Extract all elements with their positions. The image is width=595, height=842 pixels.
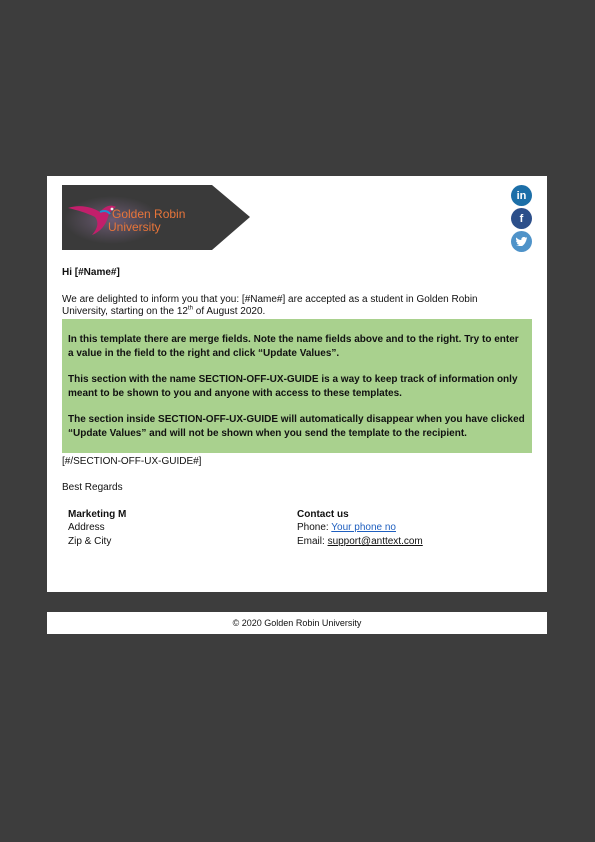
- closing-regards: Best Regards: [62, 482, 123, 493]
- email-card: [47, 176, 547, 592]
- phone-link[interactable]: Your phone no: [331, 522, 396, 533]
- greeting: Hi [#Name#]: [62, 267, 120, 278]
- signature-address: Address: [68, 522, 105, 533]
- signature-name: Marketing M: [68, 509, 127, 520]
- intro-paragraph: [62, 294, 512, 318]
- university-logo: [62, 185, 250, 250]
- footer-card: [47, 612, 547, 634]
- email-label: Email:: [297, 536, 328, 547]
- logo-text-line2: University: [108, 220, 161, 234]
- footer-copyright: © 2020 Golden Robin University: [232, 618, 362, 628]
- phone-label: Phone:: [297, 522, 332, 533]
- facebook-icon[interactable]: [511, 208, 532, 229]
- contact-heading: Contact us: [297, 509, 349, 520]
- contact-phone: [297, 522, 396, 534]
- ux-guide-section: [62, 319, 532, 453]
- logo-text-line1: Golden Robin: [112, 207, 186, 221]
- twitter-bird-icon: [516, 237, 527, 246]
- signature-zip-city: Zip & City: [68, 536, 112, 547]
- intro-text-end: of August 2020.: [193, 306, 266, 317]
- email-link[interactable]: support@anttext.com: [327, 536, 423, 547]
- linkedin-icon-glyph: in: [516, 189, 527, 202]
- guide-paragraph-2: This section with the name SECTION-OFF-UX-GUIDE is a way to keep track of information only meant to be shown to you and anyone with access to these templates.: [68, 374, 518, 399]
- twitter-icon[interactable]: [511, 231, 532, 252]
- linkedin-icon[interactable]: [511, 185, 532, 206]
- intro-ordinal-suffix: th: [188, 305, 194, 312]
- contact-email: [297, 536, 423, 548]
- intro-text: We are delighted to inform you that you: [#Name#] are accepted as a student in Golden Robin University, starting on the 12: [62, 294, 478, 317]
- guide-paragraph-1: In this template there are merge fields. Note the name fields above and to the right. Try to enter a value in the field to the right and click “Update Values”.: [68, 334, 519, 359]
- facebook-icon-glyph: f: [519, 212, 524, 225]
- guide-end-marker: [#/SECTION-OFF-UX-GUIDE#]: [62, 456, 202, 467]
- guide-paragraph-3: The section inside SECTION-OFF-UX-GUIDE will automatically disappear when you have clicked “Update Values” and will not be shown when you send the template to the recipient.: [68, 414, 525, 439]
